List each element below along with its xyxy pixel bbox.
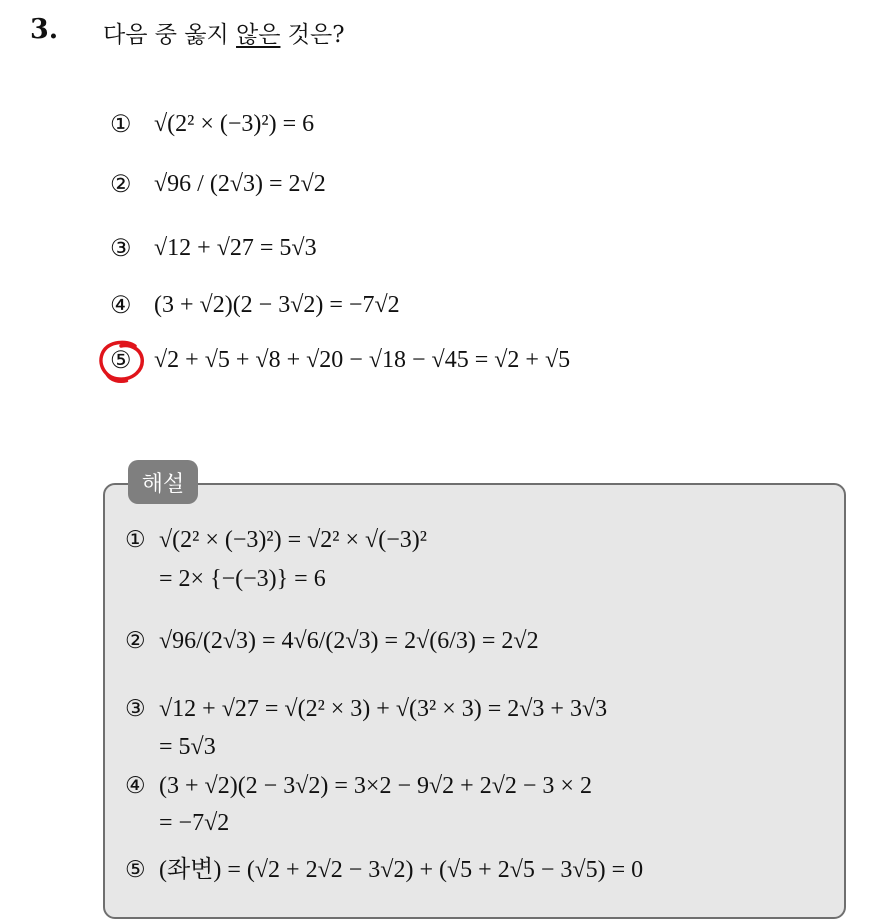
option-4[interactable] (110, 291, 400, 319)
option-2[interactable] (110, 170, 326, 198)
solution-expression: = 5√3 (159, 734, 216, 760)
question-emphasis: 않은 (236, 22, 281, 48)
solution-line (125, 628, 539, 655)
solution-line (125, 810, 229, 837)
solution-line (125, 566, 326, 593)
option-expression: (3 + √2)(2 − 3√2) = −7√2 (154, 291, 400, 318)
solution-expression: = 2× {−(−3)} = 6 (159, 566, 326, 592)
solution-expression: (좌변) = (√2 + 2√2 − 3√2) + (√5 + 2√5 − 3√5) = 0 (159, 857, 644, 883)
solution-number: ② (125, 628, 146, 653)
solution-expression: √(2² × (−3)²) = √2² × √(−3)² (159, 527, 427, 553)
solution-line (125, 849, 643, 884)
question-number: 3. (30, 14, 59, 45)
solution-line (125, 527, 427, 554)
option-number: ② (110, 170, 132, 198)
option-1[interactable] (110, 110, 314, 138)
solution-expression: (3 + √2)(2 − 3√2) = 3×2 − 9√2 + 2√2 − 3 × 2 (159, 773, 592, 799)
solution-expression: √12 + √27 = √(2² × 3) + √(3² × 3) = 2√3 + 3√3 (159, 696, 608, 722)
option-expression: √12 + √27 = 5√3 (154, 234, 317, 261)
solution-expression: √96/(2√3) = 4√6/(2√3) = 2√(6/3) = 2√2 (159, 628, 539, 654)
option-number: ⑤ (110, 346, 132, 374)
option-expression: √2 + √5 + √8 + √20 − √18 − √45 = √2 + √5 (154, 346, 571, 373)
answer-circle-mark (97, 338, 149, 384)
option-number: ③ (110, 234, 132, 262)
question-text-start: 다음 중 옳지 (103, 22, 237, 48)
question-text (103, 16, 345, 49)
explanation-label: 해설 (128, 460, 198, 504)
solution-number: ① (125, 527, 146, 552)
question-text-end: 것은? (280, 22, 345, 48)
solution-line (125, 773, 592, 800)
option-5[interactable] (110, 346, 570, 374)
solution-expression: = −7√2 (159, 810, 230, 836)
option-number: ④ (110, 291, 132, 319)
option-expression: √96 / (2√3) = 2√2 (154, 170, 326, 197)
option-number: ① (110, 110, 132, 138)
solution-number: ⑤ (125, 857, 146, 882)
solution-number: ④ (125, 773, 146, 798)
solution-line (125, 734, 216, 761)
solution-line (125, 696, 607, 723)
solution-number: ③ (125, 696, 146, 721)
option-3[interactable] (110, 234, 317, 262)
option-expression: √(2² × (−3)²) = 6 (154, 110, 315, 137)
